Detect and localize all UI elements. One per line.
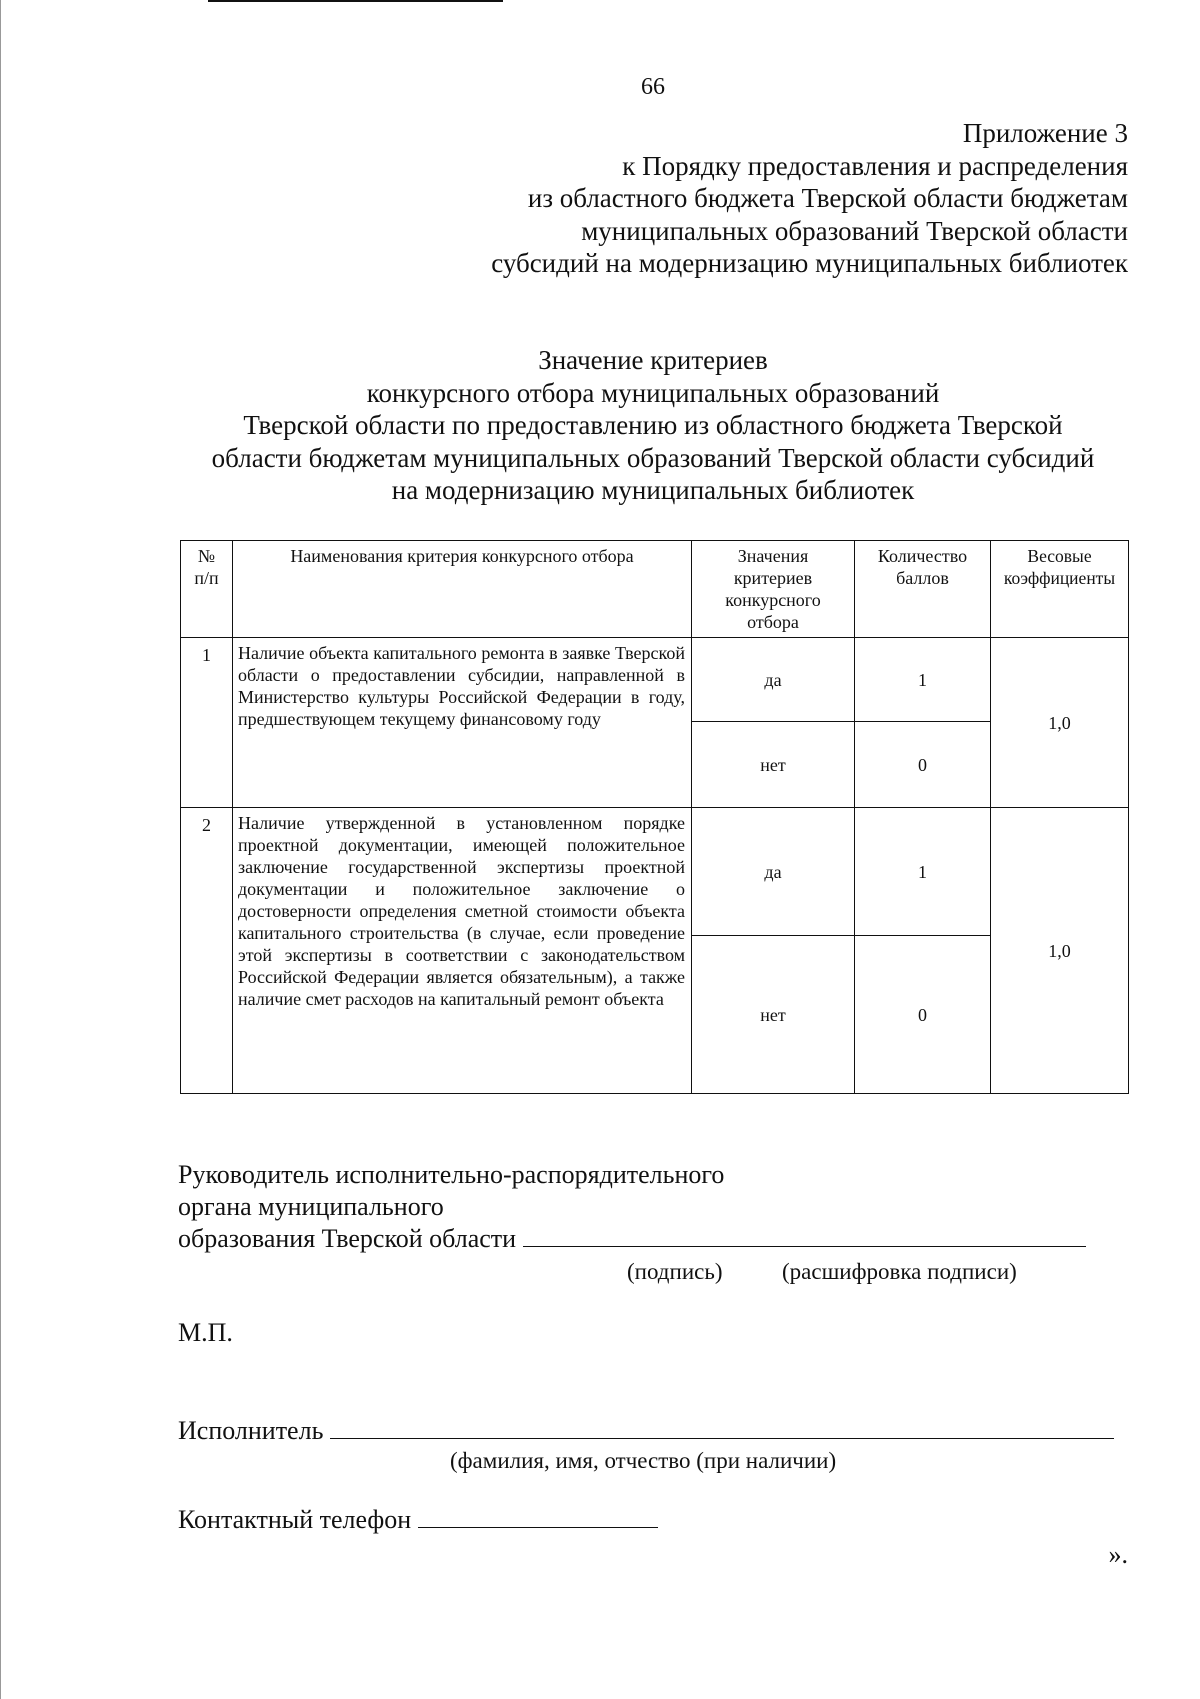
title-line: Значение критериев [538,345,768,375]
criterion-points: 0 [855,722,991,808]
title-line: на модернизацию муниципальных библиотек [391,475,915,505]
signature-line-3 [178,1223,1086,1255]
stamp-label: М.П. [178,1318,233,1347]
signature-field[interactable] [523,1246,1086,1247]
table-row [181,638,1129,722]
row-number: 2 [181,808,233,1094]
table-row [181,808,1129,936]
phone-label: Контактный телефон [178,1505,412,1534]
table-header-row [181,541,1129,638]
signature-decode-caption: (расшифровка подписи) [782,1259,1017,1284]
criterion-text-body: Наличие объекта капитального ремонта в заявке Тверской области о предоставлении субсидии, направленной в Министерство культуры Российской Федерации в году, предшествующем текущему финансовому году [238,643,685,729]
criterion-points: 1 [855,808,991,936]
criterion-weight: 1,0 [991,638,1129,808]
appendix-line: из областного бюджета Тверской области бюджетам [527,183,1128,213]
criterion-weight: 1,0 [991,808,1129,1094]
document-title [150,344,1156,507]
row-number: 1 [181,638,233,808]
header-values: Значения критериев конкурсного отбора [692,541,855,638]
closing-mark: ». [1108,1540,1128,1569]
executor-caption: (фамилия, имя, отчество (при наличии) [450,1448,837,1473]
scan-border [0,0,1,1699]
appendix-line: субсидий на модернизацию муниципальных библиотек [491,248,1128,278]
signature-caption: (подпись) [627,1259,723,1284]
appendix-line: Приложение 3 [962,118,1128,148]
criterion-value: нет [692,722,855,808]
appendix-line: к Порядку предоставления и распределения [622,150,1128,181]
phone-row [178,1505,658,1535]
header-num: № п/п [181,541,233,638]
appendix-header [491,117,1128,280]
criterion-points: 1 [855,638,991,722]
signature-block [178,1159,1086,1255]
signature-line-2: органа муниципального [178,1192,444,1221]
executor-label: Исполнитель [178,1416,324,1445]
title-line: Тверской области по предоставлению из областного бюджета Тверской [243,410,1063,440]
header-name: Наименования критерия конкурсного отбора [233,541,692,638]
page-number: 66 [641,74,665,100]
appendix-line: муниципальных образований Тверской области [581,215,1128,246]
title-line: области бюджетам муниципальных образований Тверской области субсидий [211,442,1095,473]
criterion-text [233,638,692,808]
signature-line-3-text: образования Тверской области [178,1224,517,1253]
criterion-text-body: Наличие утвержденной в установленном порядке проектной документации, имеющей положительное заключение государственной экспертизы проектной документации и положительное заключение о достоверности определения сметной стоимости объекта капитального строительства (в случае, если проведение этой экспертизы в соответствии с законодательством Российской Федерации является обязательным), а также наличие смет расходов на капитальный ремонт объекта [238,813,685,1009]
header-weights: Весовые коэффициенты [991,541,1129,638]
phone-field[interactable] [418,1527,658,1528]
executor-field[interactable] [330,1438,1114,1439]
title-line: конкурсного отбора муниципальных образований [366,377,940,408]
criteria-table [180,540,1129,1094]
signature-line-1: Руководитель исполнительно-распорядительного [178,1160,725,1189]
criterion-value: да [692,808,855,936]
executor-row [178,1416,1114,1446]
criterion-value: нет [692,936,855,1094]
scan-edge-mark [208,0,503,2]
header-points: Количество баллов [855,541,991,638]
criterion-points: 0 [855,936,991,1094]
criterion-text [233,808,692,1094]
criterion-value: да [692,638,855,722]
